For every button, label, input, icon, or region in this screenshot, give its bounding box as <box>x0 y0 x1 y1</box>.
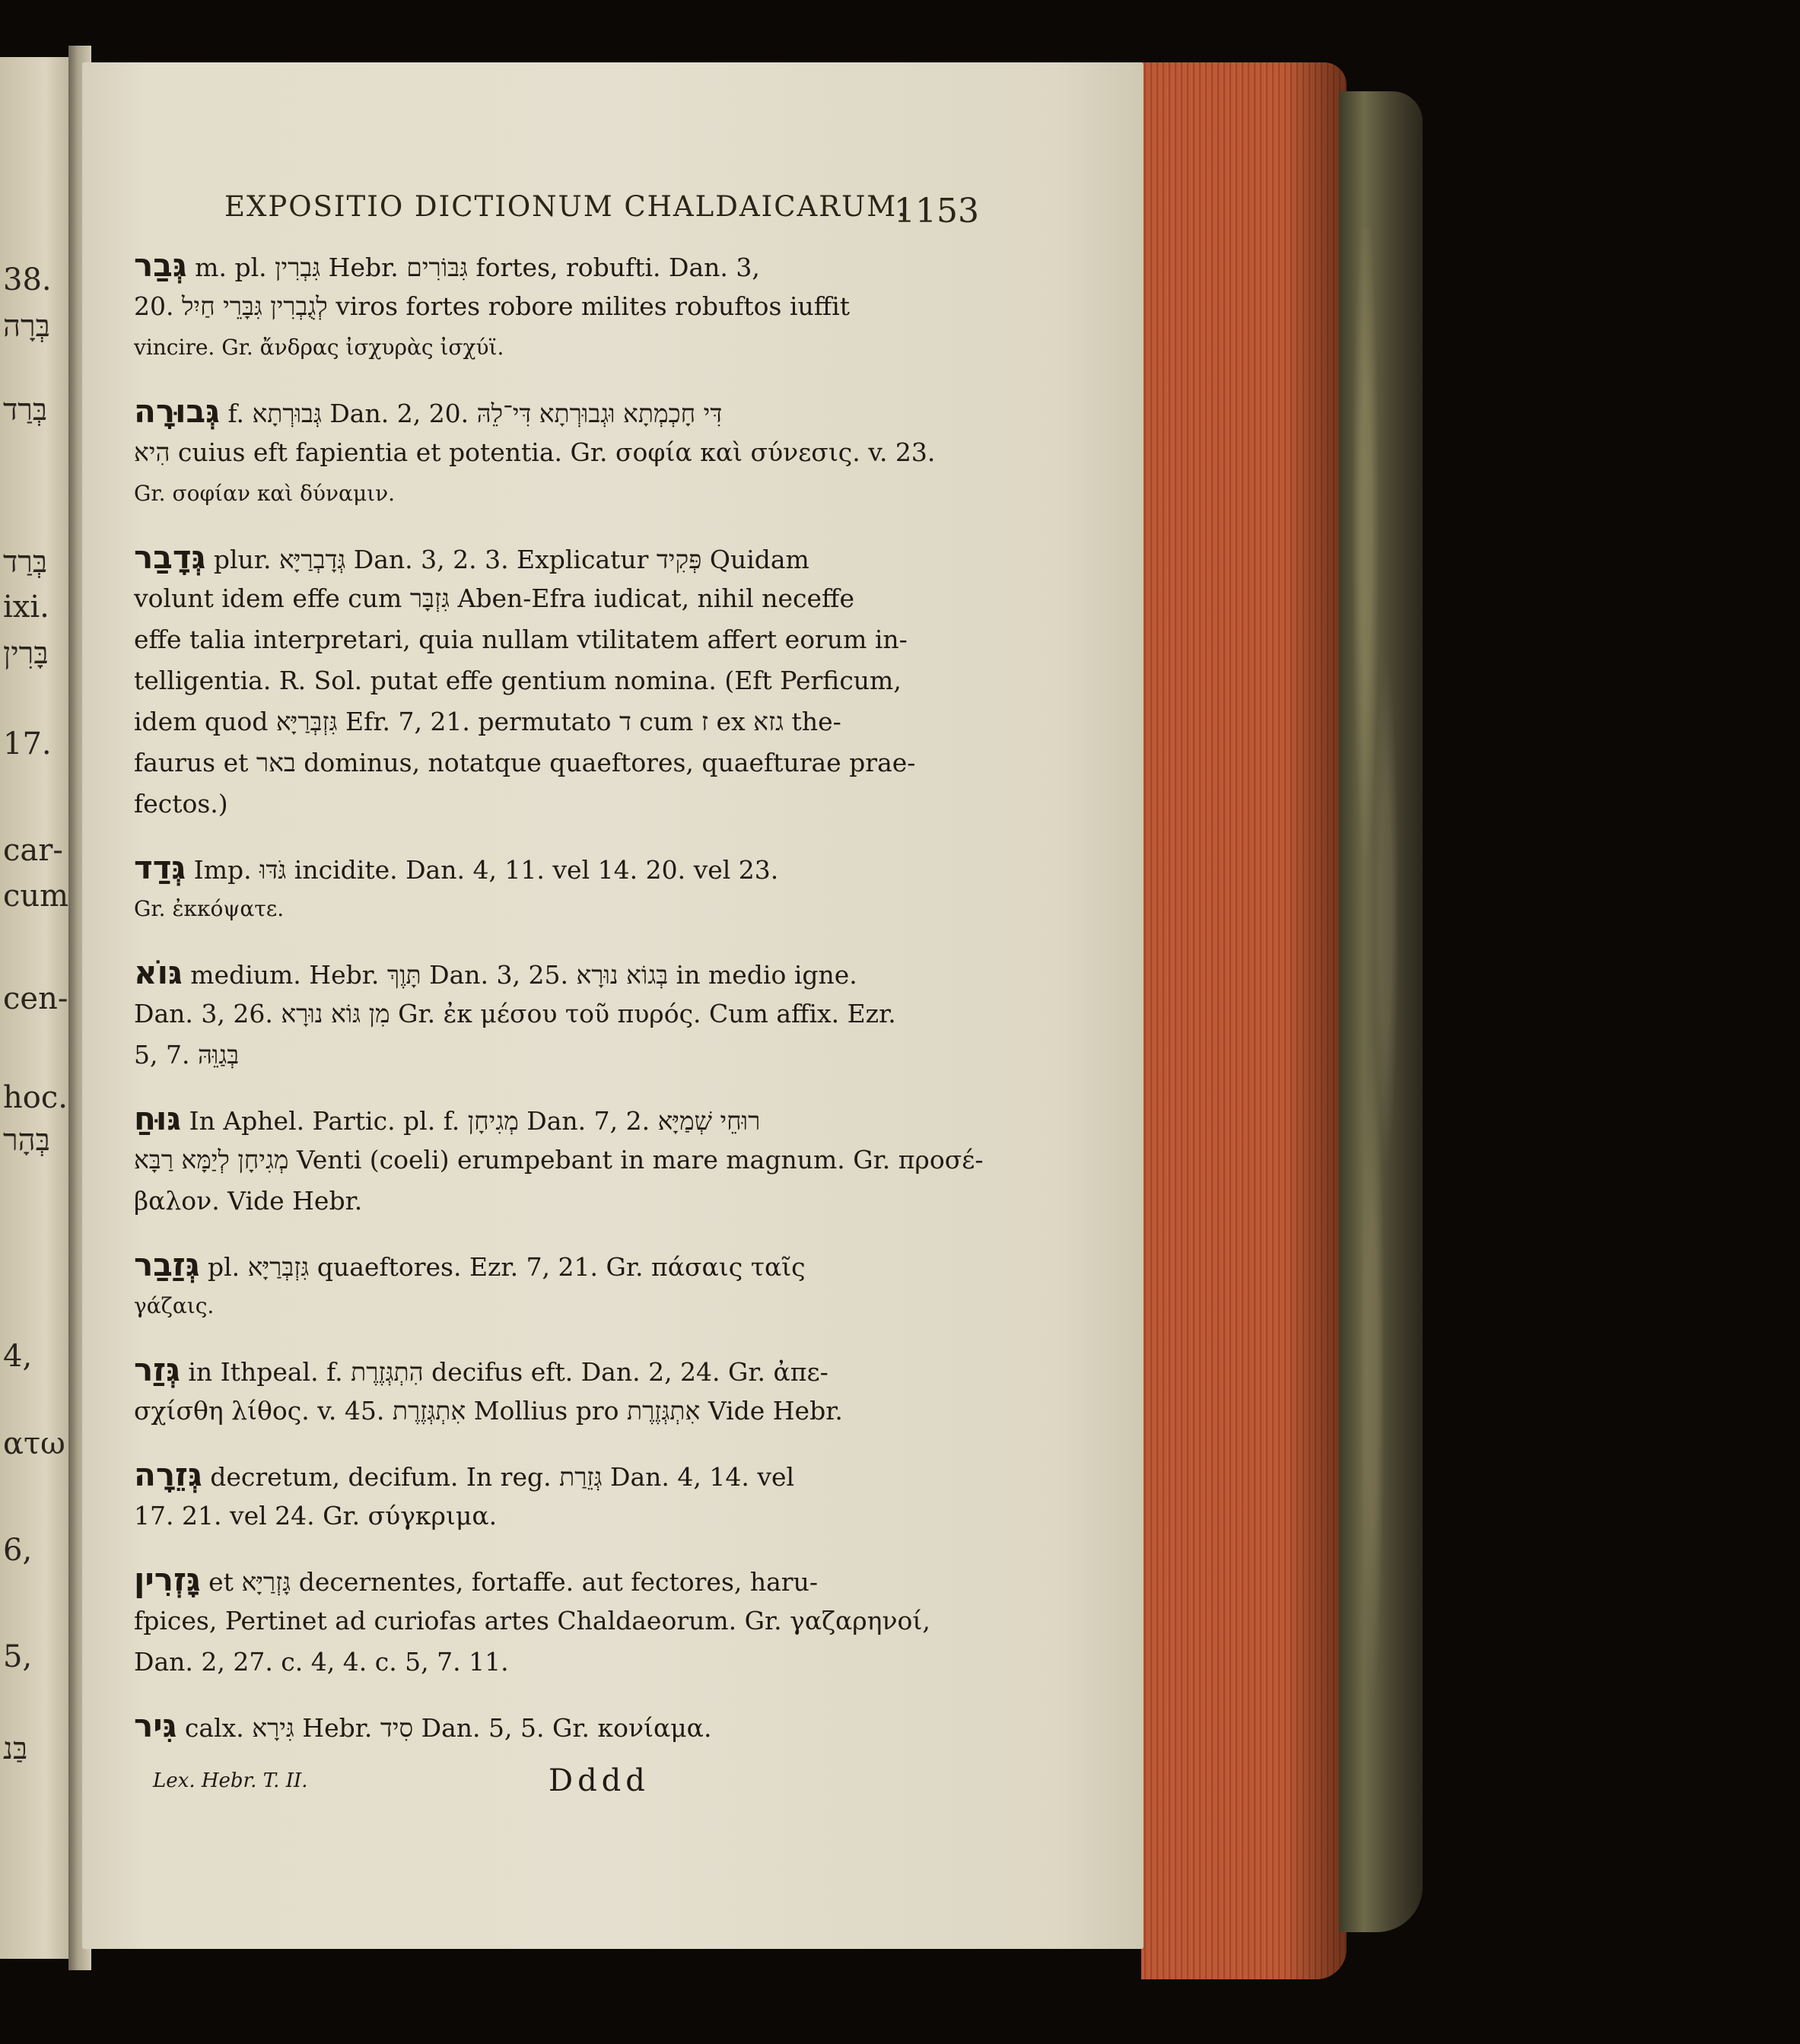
entry-line: σχίσθη λίθος. v. 45. אִתְגְּזֶרֶת Mollius pro אִתְגְּזֶרֶת Vide Hebr. <box>134 1396 843 1426</box>
entry <box>134 1559 994 1683</box>
entry-line: Dan. 3, 26. מִן גּוֹא נוּרָא Gr. ἐκ μέσου τοῦ πυρός. Cum affix. Ezr. <box>134 999 896 1028</box>
entry <box>134 847 994 930</box>
entry-headword: גְּזַבַר <box>134 1246 200 1283</box>
entry <box>134 391 994 514</box>
entry-headword: גְּבוּרָה <box>134 393 220 430</box>
entry-line: Dan. 2, 27. c. 4, 4. c. 5, 7. 11. <box>134 1647 509 1677</box>
signature-mark: Dddd <box>549 1763 650 1798</box>
entry-headword: גְּזַר <box>134 1351 180 1388</box>
entry-line: vincire. Gr. ἄνδρας ἰσχυρὰς ἰσχύϊ. <box>134 335 504 360</box>
page-number: 1153 <box>894 192 979 230</box>
entry-line: decretum, decifum. In reg. גְּזֵרַת Dan. 4, 14. vel <box>210 1462 795 1492</box>
entry-line: telligentia. R. Sol. putat effe gentium nomina. (Eft Perficum, <box>134 666 902 695</box>
entry-line: calx. גִּירָא Hebr. סִיד Dan. 5, 5. Gr. κονίαμα. <box>184 1713 712 1743</box>
left-fragment: בְּרַד <box>3 393 48 428</box>
entry <box>134 537 994 825</box>
entry <box>134 1349 994 1432</box>
left-fragment: ixi. <box>3 590 49 625</box>
signature-left: Lex. Hebr. T. II. <box>153 1769 308 1792</box>
entry-headword: גְּדָבַר <box>134 539 206 576</box>
entry-headword: גְּזֵרָה <box>134 1456 202 1493</box>
entry-line: Gr. σοφίαν καὶ δύναμιν. <box>134 481 396 506</box>
entry-line: f. גְּבוּרְתָא Dan. 2, 20. דִּי חָכְמְתָא וּגְבוּרְתָא דִּי־לֵהּ <box>227 399 723 428</box>
entry-line: plur. גְּדָבְרַיָּא Dan. 3, 2. 3. Explicatur פְּקִיד Quidam <box>213 545 809 574</box>
left-fragment: 17. <box>3 726 52 761</box>
entry-line: γάζαις. <box>134 1293 215 1318</box>
left-fragment: hoc. <box>3 1080 68 1115</box>
left-fragment: ατω <box>3 1426 65 1461</box>
left-fragment: 4, <box>3 1339 33 1374</box>
entry-line: fpices, Pertinet ad curiofas artes Chaldaeorum. Gr. γαζαρηνοί, <box>134 1606 930 1636</box>
entry-line: 5, 7. בְּגַוֵּהּ <box>134 1040 240 1070</box>
entry-line: faurus et באר dominus, notatque quaeftores, quaefturae prae- <box>134 748 916 777</box>
entry-line: הִיא cuius eft fapientia et potentia. Gr. σοφία καὶ σύνεσις. v. 23. <box>134 437 936 467</box>
entry-line: 20. לְגֻבְרִין גִּבָּרֵי חַיִל viros fortes robore milites robuftos iuffit <box>134 291 851 321</box>
entry <box>134 245 994 368</box>
entry <box>134 1705 994 1747</box>
page-edges-shade <box>1141 62 1347 1979</box>
entry-headword: גִּיר <box>134 1707 177 1744</box>
entry-line: m. pl. גִּבְרִין Hebr. גִּבּוֹרִים fortes, robufti. Dan. 3, <box>195 253 760 282</box>
entry-headword: גּוּחַ <box>134 1100 182 1137</box>
entry-headword: גּוֹא <box>134 954 183 991</box>
left-fragment: cen- <box>3 981 68 1016</box>
entry-line: volunt idem effe cum גִּזְבָּר Aben-Efra iudicat, nihil neceffe <box>134 583 854 613</box>
entry <box>134 1098 994 1222</box>
entry-headword: גְּדַד <box>134 849 186 886</box>
left-fragment: בָּרִין <box>3 636 49 671</box>
cover-marbling <box>1345 228 1414 1750</box>
entry-line: In Aphel. Partic. pl. f. מְגִיחָן Dan. 7, 2. רוּחֵי שְׁמַיָּא <box>189 1106 761 1136</box>
entry-line: medium. Hebr. תָּוֶךְ Dan. 3, 25. בְּגוֹא נוּרָא in medio igne. <box>190 960 857 990</box>
entry-line: effe talia interpretari, quia nullam vtilitatem affert eorum in- <box>134 625 908 654</box>
entry-line: idem quod גִּזְבְּרַיָּא Efr. 7, 21. permutato ד cum ז ex גזא the- <box>134 707 841 736</box>
entry-line: et גָּזְרַיָּא decernentes, fortaffe. aut fectores, haru- <box>208 1567 818 1597</box>
left-fragment: cum <box>3 879 69 914</box>
page-footer <box>134 1763 994 1800</box>
entry-line: βαλον. Vide Hebr. <box>134 1186 363 1216</box>
entry-line: in Ithpeal. f. הִתְגְּזֶרֶת decifus eft. Dan. 2, 24. Gr. ἀπε- <box>188 1357 828 1387</box>
dictionary-entries <box>134 245 994 1800</box>
entry-headword: גְּבַר <box>134 246 187 284</box>
entry-line: מְגִיחָן לְיַמָּא רַבָּא Venti (coeli) erumpebant in mare magnum. Gr. προσέ- <box>134 1145 984 1175</box>
left-fragment: 5, <box>3 1639 33 1674</box>
entry-line: Imp. גֹּדּוּ incidite. Dan. 4, 11. vel 14. 20. vel 23. <box>193 855 779 885</box>
left-fragment: בְּהָר <box>3 1123 50 1158</box>
entry <box>134 952 994 1076</box>
left-fragment: 6, <box>3 1533 33 1568</box>
left-fragment: בְּרָה <box>3 309 50 344</box>
entry <box>134 1454 994 1537</box>
running-head: EXPOSITIO DICTIONUM CHALDAICARUM. <box>224 190 908 223</box>
entry-line: pl. גִּזְבְּרַיָּא quaeftores. Ezr. 7, 21. Gr. πάσαις ταῖς <box>207 1252 806 1282</box>
entry-line: 17. 21. vel 24. Gr. σύγκριμα. <box>134 1501 498 1531</box>
entry-line: fectos.) <box>134 789 228 819</box>
left-fragment: בְּרַד <box>3 545 48 580</box>
left-fragment: 38. <box>3 262 52 297</box>
entry-line: Gr. ἐκκόψατε. <box>134 896 285 921</box>
left-fragment: בַּנ <box>3 1731 28 1766</box>
left-fragment: car- <box>3 833 63 868</box>
entry-headword: גָּזְרִין <box>134 1561 201 1598</box>
entry <box>134 1245 994 1327</box>
left-page-edge <box>0 57 76 1959</box>
